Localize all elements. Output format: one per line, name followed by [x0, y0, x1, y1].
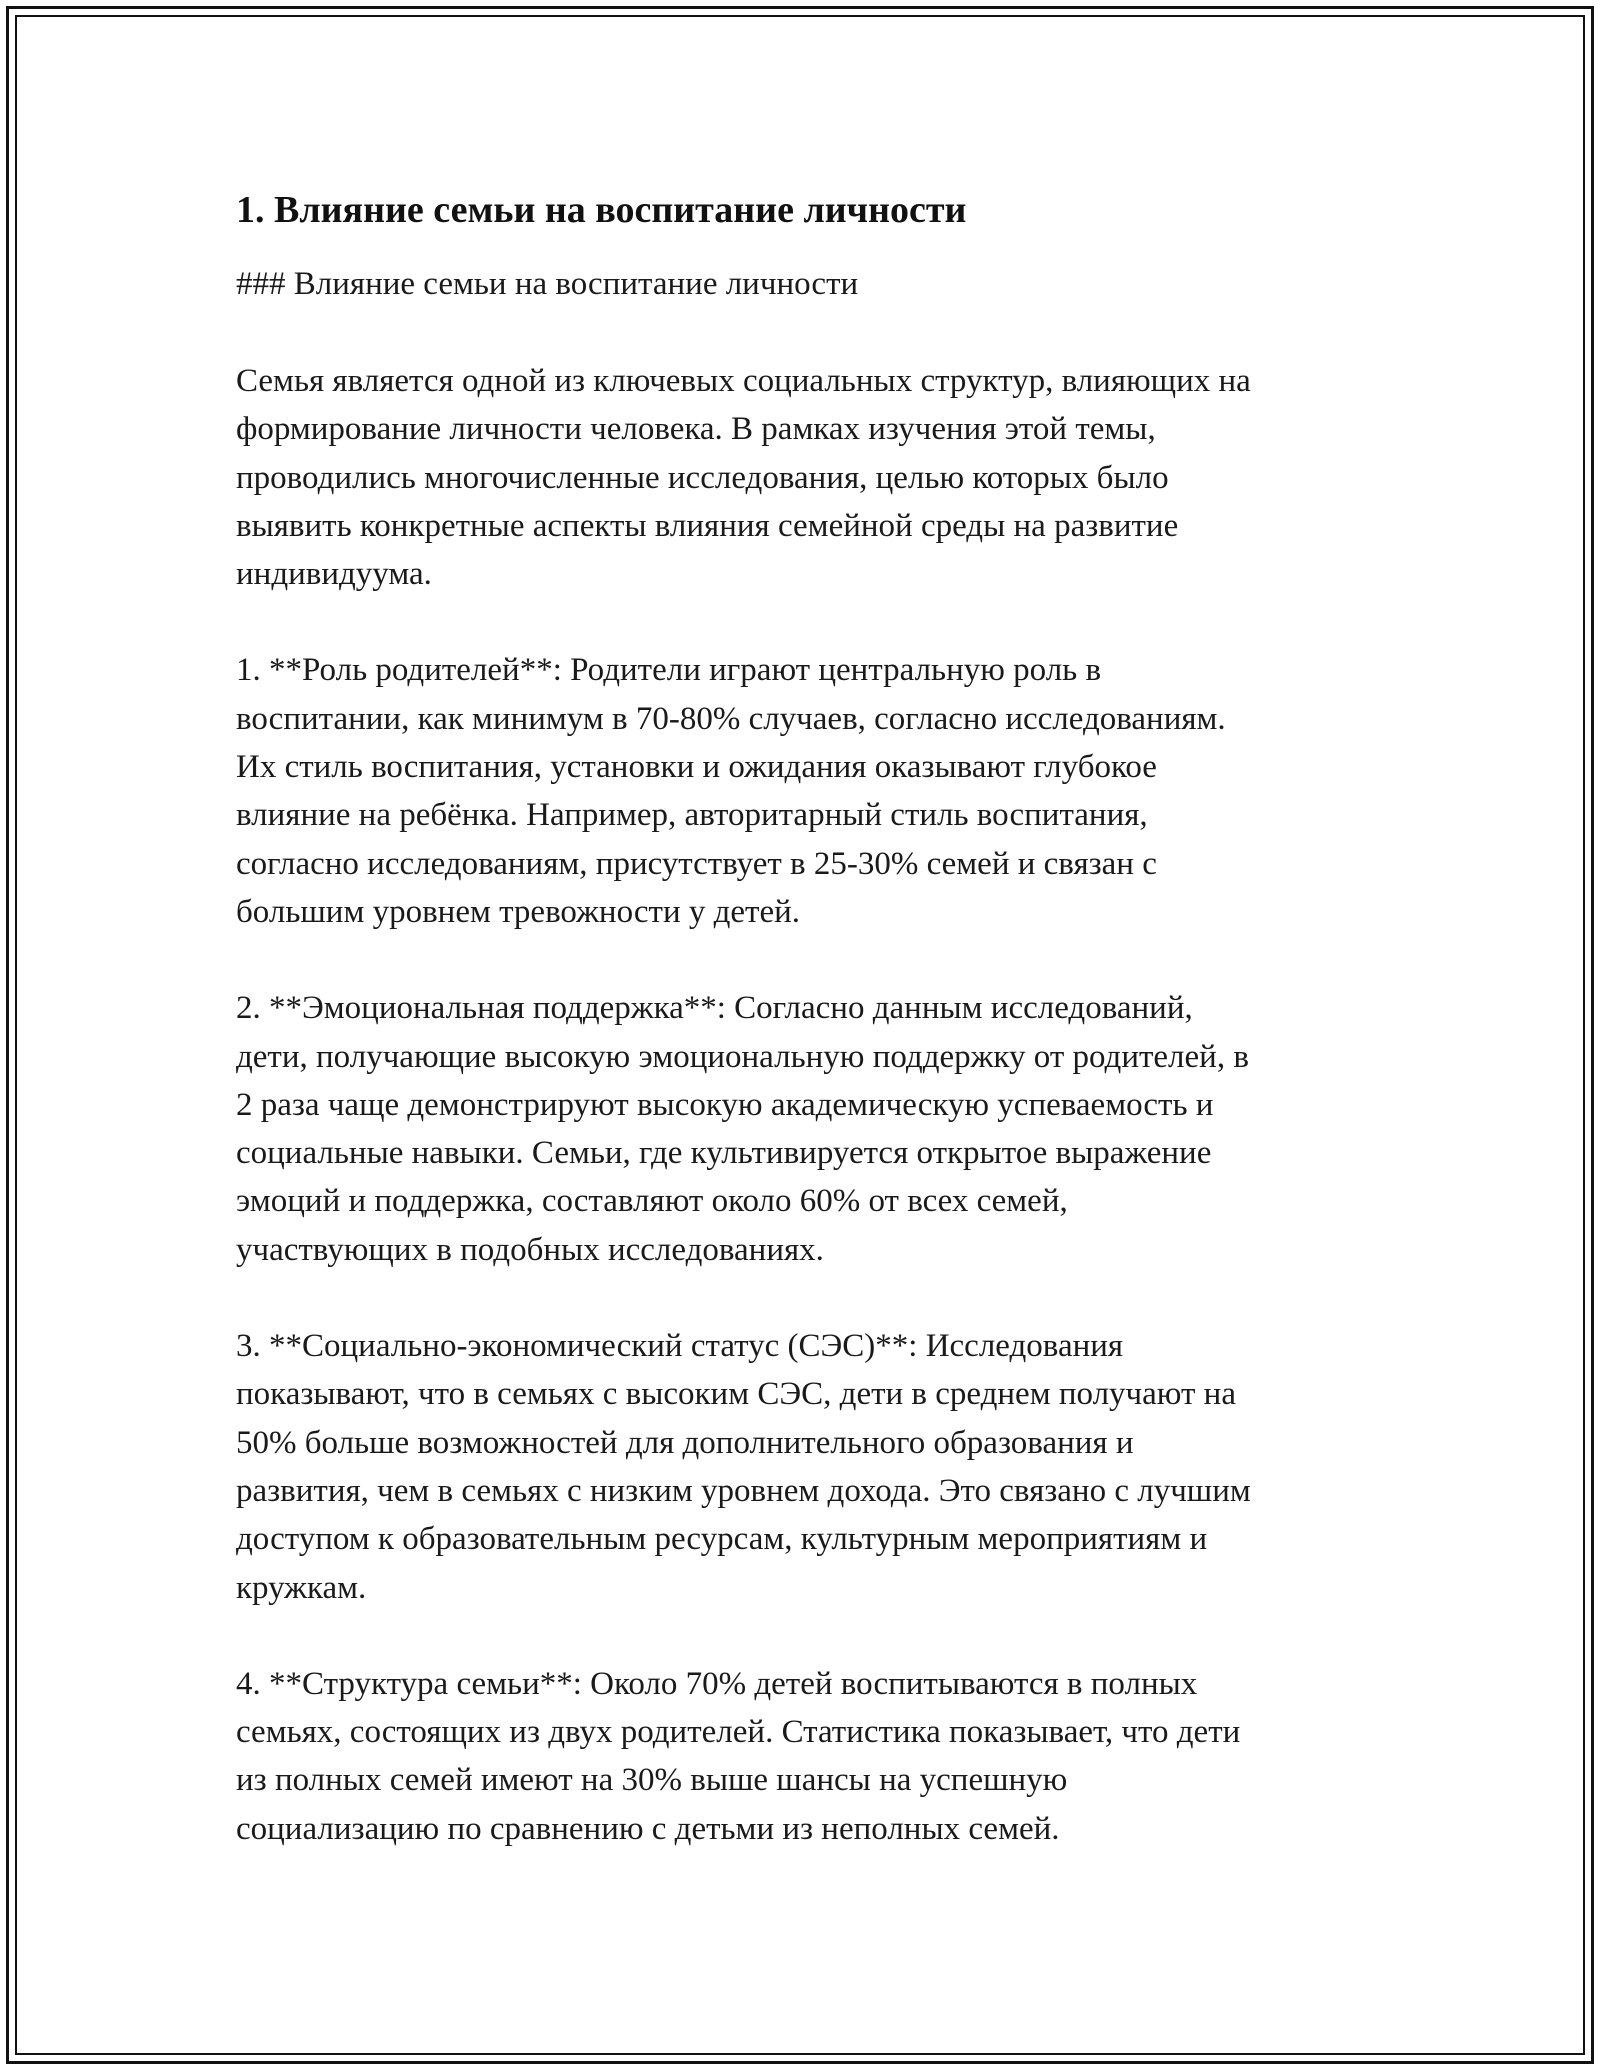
paragraph-line: дети, получающие высокую эмоциональную поддержку от родителей, в — [236, 1038, 1249, 1075]
paragraph-line: проводились многочисленные исследования, целью которых было — [236, 459, 1169, 496]
paragraph-line: 2 раза чаще демонстрируют высокую академическую успеваемость и — [236, 1086, 1214, 1123]
paragraph — [236, 646, 1396, 936]
paragraph-line: социализацию по сравнению с детьми из неполных семей. — [236, 1810, 1060, 1847]
document-title: 1. Влияние семьи на воспитание личности — [236, 189, 967, 231]
paragraph-line: воспитании, как минимум в 70-80% случаев, согласно исследованиям. — [236, 700, 1226, 737]
paragraph-line: индивидуума. — [236, 556, 432, 593]
paragraph-line: 3. **Социально-экономический статус (СЭС)**: Исследования — [236, 1328, 1124, 1365]
paragraph-line: выявить конкретные аспекты влияния семейной среды на развитие — [236, 507, 1179, 544]
paragraph-line: влияние на ребёнка. Например, авторитарный стиль воспитания, — [236, 797, 1148, 834]
paragraph-line: 1. **Роль родителей**: Родители играют центральную роль в — [236, 652, 1102, 689]
document-subheading: ### Влияние семьи на воспитание личности — [236, 266, 859, 302]
paragraph-line: участвующих в подобных исследованиях. — [236, 1231, 824, 1268]
paragraph-line: 2. **Эмоциональная поддержка**: Согласно данным исследований, — [236, 990, 1193, 1027]
paragraph-line: Семья является одной из ключевых социальных структур, влияющих на — [236, 363, 1251, 399]
paragraph-line: 50% больше возможностей для дополнительного образования и — [236, 1424, 1134, 1461]
paragraph-line: эмоций и поддержка, составляют около 60% от всех семей, — [236, 1183, 1068, 1220]
paragraph-line: доступом к образовательным ресурсам, культурным мероприятиям и — [236, 1521, 1208, 1558]
document-body — [236, 186, 1396, 1901]
paragraph — [236, 357, 1396, 598]
paragraph-line: из полных семей имеют на 30% выше шансы на успешную — [236, 1762, 1068, 1799]
paragraph-line: социальные навыки. Семьи, где культивируется открытое выражение — [236, 1135, 1212, 1172]
paragraph — [236, 1660, 1396, 1853]
paragraph-line: большим уровнем тревожности у детей. — [236, 893, 801, 930]
paragraph-line: развития, чем в семьях с низким уровнем дохода. Это связано с лучшим — [236, 1472, 1251, 1509]
paragraph — [236, 984, 1396, 1274]
paragraph — [236, 1322, 1396, 1612]
paragraph-line: кружкам. — [236, 1569, 367, 1606]
paragraph-line: формирование личности человека. В рамках изучения этой темы, — [236, 411, 1156, 448]
paragraph-line: показывают, что в семьях с высоким СЭС, дети в среднем получают на — [236, 1376, 1236, 1413]
paragraph-line: 4. **Структура семьи**: Около 70% детей воспитываются в полных — [236, 1665, 1198, 1702]
paragraph-line: согласно исследованиям, присутствует в 25-30% семей и связан с — [236, 845, 1157, 882]
paragraph-list — [236, 357, 1396, 1853]
paragraph-line: Их стиль воспитания, установки и ожидания оказывают глубокое — [236, 749, 1157, 786]
paragraph-line: семьях, состоящих из двух родителей. Статистика показывает, что дети — [236, 1714, 1241, 1751]
